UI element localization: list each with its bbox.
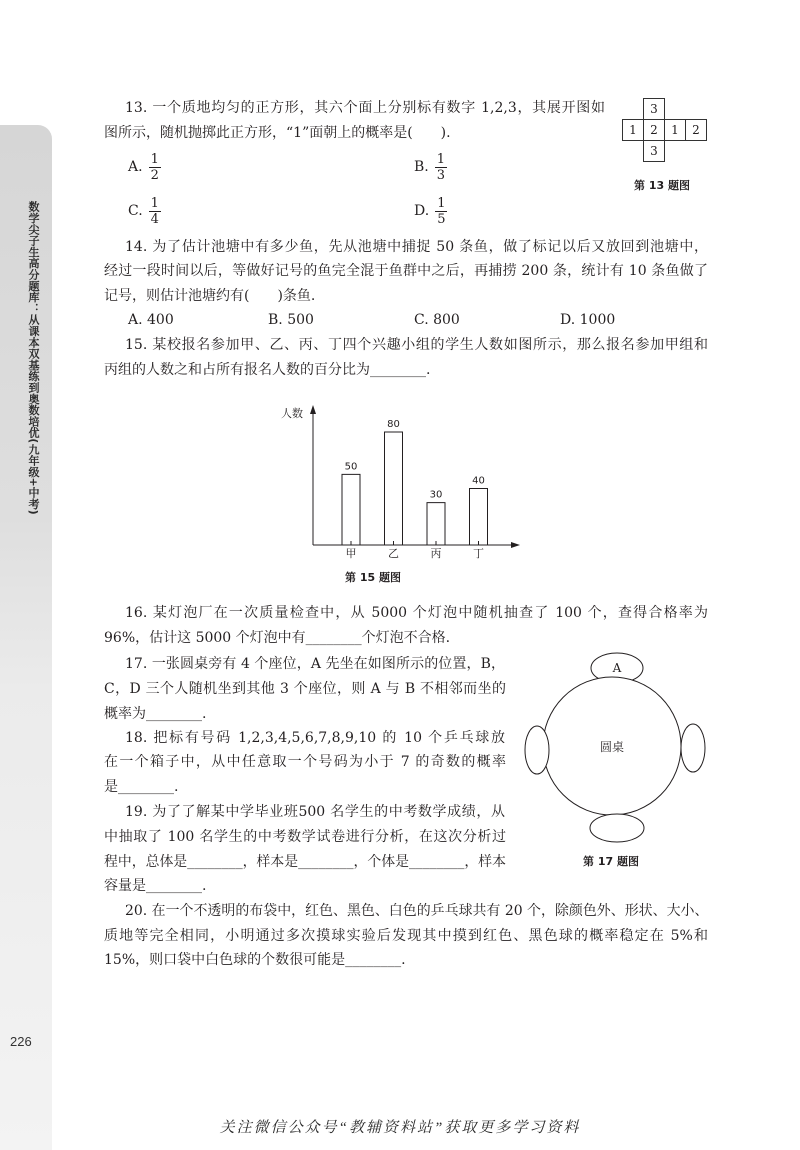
- q13-option-c: [128, 194, 161, 228]
- q14-option-d: D. 1000: [560, 312, 616, 328]
- figure-17-round-table: [520, 650, 710, 850]
- q19-line: 容量是________.: [104, 878, 207, 894]
- q15-line: 15. 某校报名参加甲、乙、丙、丁四个兴趣小组的学生人数如图所示，那么报名参加甲组和: [125, 337, 708, 353]
- option-letter: D.: [414, 203, 430, 219]
- q13-option-d: [414, 194, 447, 228]
- figure-15-bar-chart: [270, 398, 530, 570]
- q16-line: 16. 某灯泡厂在一次质量检查中，从 5000 个灯泡中随机抽查了 100 个，查得合格率为: [125, 605, 708, 621]
- fraction: [435, 196, 447, 227]
- q13-line: 13. 一个质地均匀的正方形，其六个面上分别标有数字 1,2,3，其展开图如: [125, 100, 605, 116]
- cube-net-cell: 1: [664, 119, 686, 141]
- seat-right: [681, 724, 705, 772]
- category-label: 甲: [345, 547, 357, 560]
- seat-left: [525, 726, 549, 774]
- q14-option-a: A. 400: [128, 312, 174, 328]
- sidebar-book-title: 数学尖子生高分题库：从课本双基练到奥数培优(九年级+中考): [27, 201, 40, 515]
- footer-watermark-text: 关注微信公众号“教辅资料站”获取更多学习资料: [219, 1120, 581, 1136]
- q18-line: 18. 把标有号码 1,2,3,4,5,6,7,8,9,10 的 10 个乒乓球放: [125, 730, 505, 746]
- q15-line: 丙组的人数之和占所有报名人数的百分比为________.: [104, 362, 431, 378]
- q20-line: 质地等完全相同，小明通过多次摸球实验后发现其中摸到红色、黑色球的概率稳定在 5%和: [104, 928, 708, 944]
- y-axis-arrow: [310, 405, 316, 414]
- cube-net-cell: 2: [685, 119, 707, 141]
- q14-option-b: B. 500: [268, 312, 314, 328]
- q14-option-c: C. 800: [414, 312, 460, 328]
- cube-net-cell: 2: [643, 119, 665, 141]
- fraction: [149, 196, 161, 227]
- page-number: 226: [10, 1034, 32, 1049]
- q14-line: 记号，则估计池塘约有( )条鱼.: [104, 288, 316, 304]
- bar-value-label: 50: [344, 461, 358, 473]
- fraction: [149, 152, 161, 183]
- cube-net-cell-bottom: 3: [643, 140, 665, 162]
- chart-bar-3: [427, 503, 445, 545]
- bar-value-label: 40: [472, 475, 485, 487]
- fraction: [435, 152, 447, 183]
- q13-line: 图所示，随机抛掷此正方形，“1”面朝上的概率是( ).: [104, 125, 451, 141]
- denominator: 2: [150, 167, 159, 183]
- q14-line: 经过一段时间以后，等做好记号的鱼完全混于鱼群中之后，再捕捞 200 条，统计有 10 条鱼做了: [104, 263, 708, 279]
- q16-line: 96%，估计这 5000 个灯泡中有________个灯泡不合格.: [104, 630, 451, 646]
- q17-line: 概率为________.: [104, 706, 207, 722]
- option-letter: A.: [128, 159, 143, 175]
- category-label: 丁: [473, 547, 484, 560]
- q20-line: 15%，则口袋中白色球的个数很可能是________.: [104, 952, 406, 968]
- cube-net-cell-top: 3: [643, 98, 665, 120]
- q17-line: 17. 一张圆桌旁有 4 个座位，A 先坐在如图所示的位置，B，: [125, 656, 505, 672]
- q13-option-a: [128, 150, 161, 184]
- q20-line: 20. 在一个不透明的布袋中，红色、黑色、白色的乒乓球共有 20 个，除颜色外、形状、大小、: [125, 903, 709, 919]
- q18-line: 在一个箱子中，从中任意取一个号码为小于 7 的奇数的概率: [104, 754, 506, 770]
- numerator: 1: [150, 151, 159, 167]
- denominator: 3: [436, 167, 446, 183]
- round-table-label: 圆桌: [599, 740, 625, 754]
- y-axis-label: 人数: [281, 407, 303, 420]
- option-letter: B.: [414, 159, 429, 175]
- category-label: 乙: [388, 547, 399, 560]
- numerator: 1: [150, 195, 159, 211]
- bar-value-label: 30: [429, 489, 443, 501]
- x-axis-arrow: [511, 542, 520, 548]
- figure-13-caption: 第 13 题图: [634, 179, 690, 192]
- category-label: 丙: [430, 547, 442, 560]
- chart-marks: [342, 419, 488, 560]
- seat-bottom: [590, 814, 644, 842]
- numerator: 1: [437, 195, 446, 211]
- chart-bar-1: [342, 474, 360, 545]
- numerator: 1: [436, 151, 446, 167]
- chart-bar-4: [470, 489, 488, 546]
- denominator: 4: [150, 211, 159, 227]
- figure-17-caption: 第 17 题图: [583, 855, 639, 868]
- seat-a-label: A: [612, 661, 622, 675]
- denominator: 5: [437, 211, 446, 227]
- cube-net-cell: 1: [622, 119, 644, 141]
- q14-line: 14. 为了估计池塘中有多少鱼，先从池塘中捕捉 50 条鱼，做了标记以后又放回到池塘中，: [125, 239, 708, 255]
- q18-line: 是________.: [104, 779, 179, 795]
- q19-line: 中抽取了 100 名学生的中考数学试卷进行分析，在这次分析过: [104, 829, 506, 845]
- option-letter: C.: [128, 203, 143, 219]
- q19-line: 19. 为了了解某中学毕业班500 名学生的中考数学成绩，从: [125, 804, 505, 820]
- bar-value-label: 80: [387, 419, 400, 430]
- q19-line: 程中，总体是________，样本是________，个体是________，样本: [104, 854, 506, 870]
- q17-line: C，D 三个人随机坐到其他 3 个座位，则 A 与 B 不相邻而坐的: [104, 681, 506, 697]
- q13-option-b: [414, 150, 447, 184]
- figure-15-caption: 第 15 题图: [345, 571, 401, 584]
- chart-bar-2: [385, 432, 403, 545]
